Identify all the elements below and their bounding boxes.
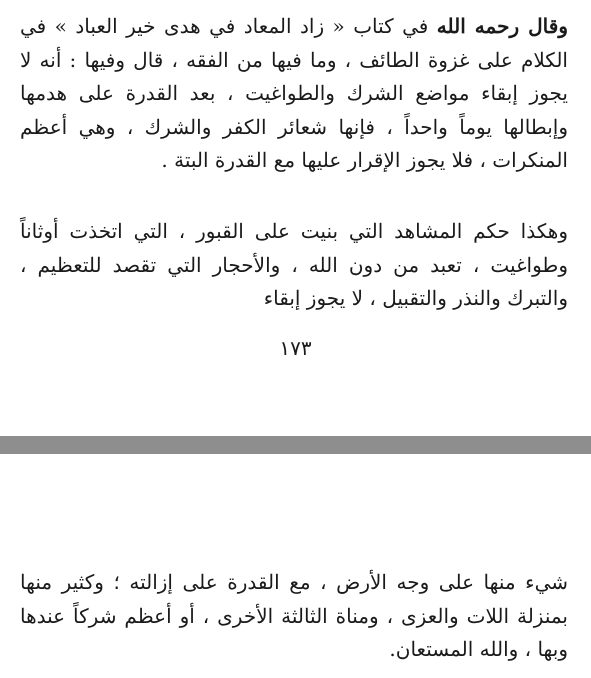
- page-number: ١٧٣: [279, 336, 312, 360]
- paragraph-1-body: في كتاب « زاد المعاد في هدى خير العباد » في الكلام على غزوة الطائف ، وما فيها من الفقه ، قال وفيها : أنه لا يجوز إبقاء مواضع الشرك والطواغيت ، بعد القدرة على هدمها وإبطالها يوماً واحداً ، فإنها شعائر الكفر والشرك ، وهي أعظم المنكرات ، فلا يجوز الإقرار عليها مع القدرة البتة .: [20, 14, 568, 172]
- paragraph-1-lead: وقال رحمه الله: [436, 14, 568, 38]
- paragraph-3: شيء منها على وجه الأرض ، مع القدرة على إزالته ؛ وكثير منها بمنزلة اللات والعزى ، ومناة الثالثة الأخرى ، أو أعظم شركاً عندها وبها ، والله المستعان.: [20, 570, 568, 661]
- page-divider: [0, 436, 591, 454]
- paragraph-2: وهكذا حكم المشاهد التي بنيت على القبور ، التي اتخذت أوثاناً وطواغيت ، تعبد من دون الله ، والأحجار التي تقصد للتعظيم ، والتبرك والنذر والتقبيل ، لا يجوز إبقاء: [20, 219, 568, 310]
- paragraph-1: [20, 10, 568, 178]
